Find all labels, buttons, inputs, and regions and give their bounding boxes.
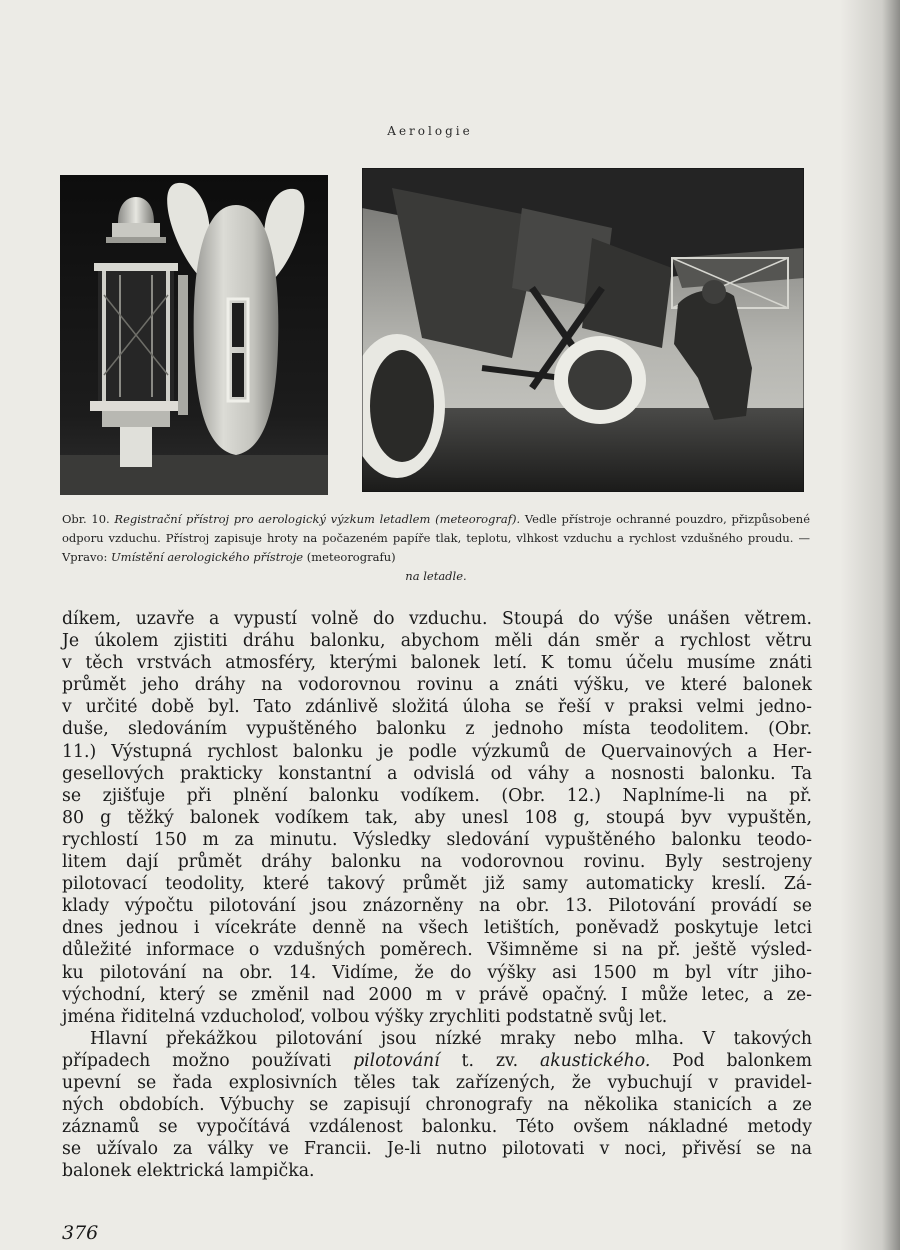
caption-last-line: na letadle. xyxy=(405,569,467,583)
text-line: ných obdobích. Výbuchy se zapisují chronografy na několika stanicích a ze xyxy=(62,1095,812,1116)
text-line: v určité době byl. Tato zdánlivě složitá úloha se řeší v praksi velmi jedno- xyxy=(62,697,812,718)
text-line: díkem, uzavře a vypustí volně do vzduchu. Stoupá do výše unášen větrem. xyxy=(62,609,812,629)
text-line: rychlostí 150 m za minutu. Výsledky sledování vypuštěného balonku teodo- xyxy=(62,829,812,850)
text-line: 80 g těžký balonek vodíkem tak, aby unesl 108 g, stoupá byv vypuštěn, xyxy=(62,807,812,828)
text-line: duše, sledováním vypuštěného balonku z jednoho místa teodolitem. (Obr. xyxy=(62,719,812,740)
aircraft-meteorograph-photo xyxy=(362,168,804,492)
text-line: průmět jeho dráhy na vodorovnou rovinu a znáti výšku, ve které balonek xyxy=(62,675,812,696)
text-line: Je úkolem zjistiti dráhu balonku, abychom měli dán směr a rychlost větru xyxy=(62,631,812,652)
text-fragment-italic: akustického. xyxy=(540,1050,651,1071)
text-line: gesellových prakticky konstantní a odvislá od váhy a nosnosti balonku. Ta xyxy=(62,763,812,784)
caption-label: Obr. 10. xyxy=(62,512,110,526)
meteorograph-photo xyxy=(60,175,328,495)
text-line: záznamů se vypočítává vzdálenost balonku. Této ovšem nákladné metody xyxy=(62,1117,812,1138)
caption-title: Registrační přístroj pro aerologický výzkum letadlem (meteorograf). xyxy=(114,512,521,526)
figure-caption xyxy=(62,510,810,586)
caption-right-title: Umístění aerologického přístroje xyxy=(110,550,304,564)
page-number: 376 xyxy=(62,1222,99,1244)
text-fragment-italic: pilotování xyxy=(353,1050,440,1071)
text-fragment: případech možno používati xyxy=(62,1050,332,1071)
text-line: upevní se řada explosivních těles tak zařízených, že vybuchují v pravidel- xyxy=(62,1072,812,1093)
text-line: litem dají průmět dráhy balonku na vodorovnou rovinu. Byly sestrojeny xyxy=(62,852,812,873)
text-line: 11.) Výstupná rychlost balonku je podle výzkumů de Quervainových a Her- xyxy=(62,741,812,762)
caption-right-text: (meteorografu) xyxy=(306,550,396,564)
text-line: východní, který se změnil nad 2000 m v právě opačný. I může letec, a ze- xyxy=(62,984,812,1005)
caption-text: Vedle přístroje ochranné pouzdro, přizpůsobené odporu vzduchu. Přístroj zapisuje hroty na počazeném papíře tlak, teplotu, vlhkost vzduchu a rychlost vzdušného proudu. — Vpravo: xyxy=(62,512,811,564)
text-line: se užívalo za války ve Francii. Je-li nutno pilotovati v noci, přivěsí se na xyxy=(62,1139,812,1160)
text-fragment: Pod balonkem xyxy=(672,1050,812,1071)
body-text xyxy=(62,608,812,1182)
text-line: balonek elektrická lampička. xyxy=(62,1161,315,1182)
text-line: jména řiditelná vzducholoď, volbou výšky zrychliti podstatně svůj let. xyxy=(62,1006,668,1027)
text-fragment: t. zv. xyxy=(461,1050,519,1071)
text-line: důležité informace o vzdušných poměrech. Všimněme si na př. ještě výsled- xyxy=(62,940,812,961)
text-line: v těch vrstvách atmosféry, kterými balonek letí. K tomu účelu musíme znáti xyxy=(62,653,812,674)
aircraft-illustration xyxy=(362,168,804,492)
page-gutter-shadow xyxy=(840,0,900,1250)
text-line: ku pilotování na obr. 14. Vidíme, že do výšky asi 1500 m byl vítr jiho- xyxy=(62,962,812,983)
text-line: klady výpočtu pilotování jsou znázorněny na obr. 13. Pilotování provádí se xyxy=(62,896,812,917)
running-head: Aerologie xyxy=(387,124,473,138)
text-line: pilotovací teodolity, které takový průmět již samy automaticky kreslí. Zá- xyxy=(62,874,812,895)
meteorograph-illustration xyxy=(60,175,328,495)
text-line: se zjišťuje při plnění balonku vodíkem. (Obr. 12.) Naplníme-li na př. xyxy=(62,785,812,806)
text-line-mixed xyxy=(62,1050,812,1072)
text-line: dnes jednou i vícekráte denně na všech letištích, poněvadž poskytuje letci xyxy=(62,918,812,939)
text-line: Hlavní překážkou pilotování jsou nízké mraky nebo mlha. V takových xyxy=(90,1028,812,1049)
